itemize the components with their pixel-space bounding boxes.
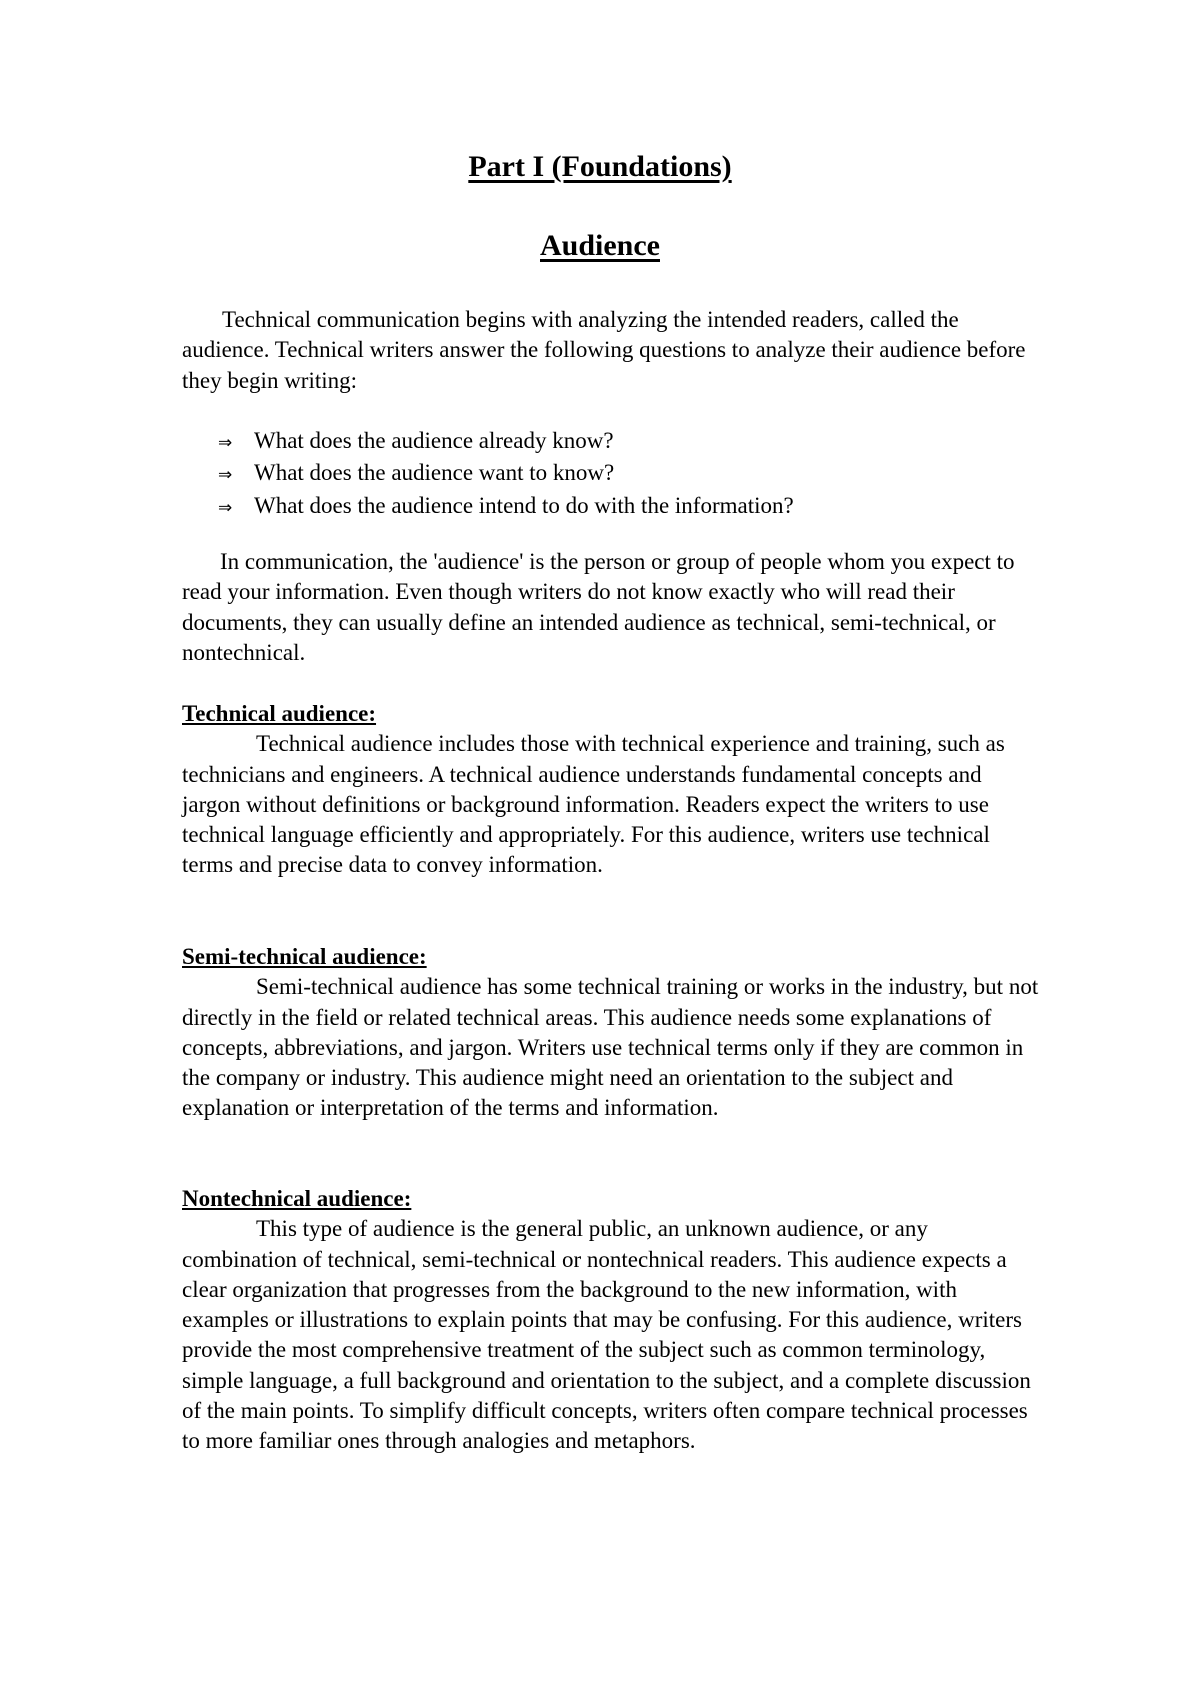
question-text: What does the audience intend to do with the information? xyxy=(254,492,794,518)
arrow-bullet-icon: ⇒ xyxy=(218,497,233,518)
section-heading: Nontechnical audience: xyxy=(182,1186,412,1211)
question-list xyxy=(218,426,794,523)
section-body: This type of audience is the general public, an unknown audience, or any combination of technical, semi-technical or nontechnical readers. This audience expects a clear organization that progresses from the background to the new information, with examples or illustrations to explain points that may be confusing. For this audience, writers provide the most comprehensive treatment of the subject such as common terminology, simple language, a full background and orientation to the subject, and a complete discussion of the main points. To simplify difficult concepts, writers often compare technical processes to more familiar ones through analogies and metaphors. xyxy=(182,1216,1031,1454)
question-text: What does the audience already know? xyxy=(254,428,614,453)
arrow-bullet-icon: ⇒ xyxy=(218,465,233,486)
section-title: Audience xyxy=(540,229,660,262)
list-item xyxy=(218,458,794,490)
intro-paragraph: Technical communication begins with analyzing the intended readers, called the audience. Technical writers answer the following questions to analyze their audience before they begin writing: xyxy=(182,307,1026,393)
list-item xyxy=(218,491,794,523)
section-heading: Technical audience: xyxy=(182,701,377,726)
definition-paragraph: In communication, the 'audience' is the person or group of people whom you expect to read your information. Even though writers do not know exactly who will read their documents, they can usually define an intended audience as technical, semi-technical, or nontechnical. xyxy=(182,549,1015,665)
technical-audience-section xyxy=(182,699,1042,881)
question-text: What does the audience want to know? xyxy=(254,460,615,486)
section-heading: Semi-technical audience: xyxy=(182,944,427,969)
nontechnical-audience-section xyxy=(182,1184,1042,1457)
arrow-bullet-icon: ⇒ xyxy=(218,433,233,453)
section-body: Semi-technical audience has some technical training or works in the industry, but not directly in the field or related technical areas. This audience needs some explanations of concepts, abbreviations, and jargon. Writers use technical terms only if they are common in the company or industry. This audience might need an orientation to the subject and explanation or interpretation of the terms and information. xyxy=(182,974,1039,1121)
semi-technical-audience-section xyxy=(182,942,1042,1124)
part-title: Part I (Foundations) xyxy=(468,150,732,183)
list-item xyxy=(218,426,794,458)
section-body: Technical audience includes those with technical experience and training, such as technicians and engineers. A technical audience understands fundamental concepts and jargon without definitions or background information. Readers expect the writers to use technical language efficiently and appropriately. For this audience, writers use technical terms and precise data to convey information. xyxy=(182,731,1005,878)
